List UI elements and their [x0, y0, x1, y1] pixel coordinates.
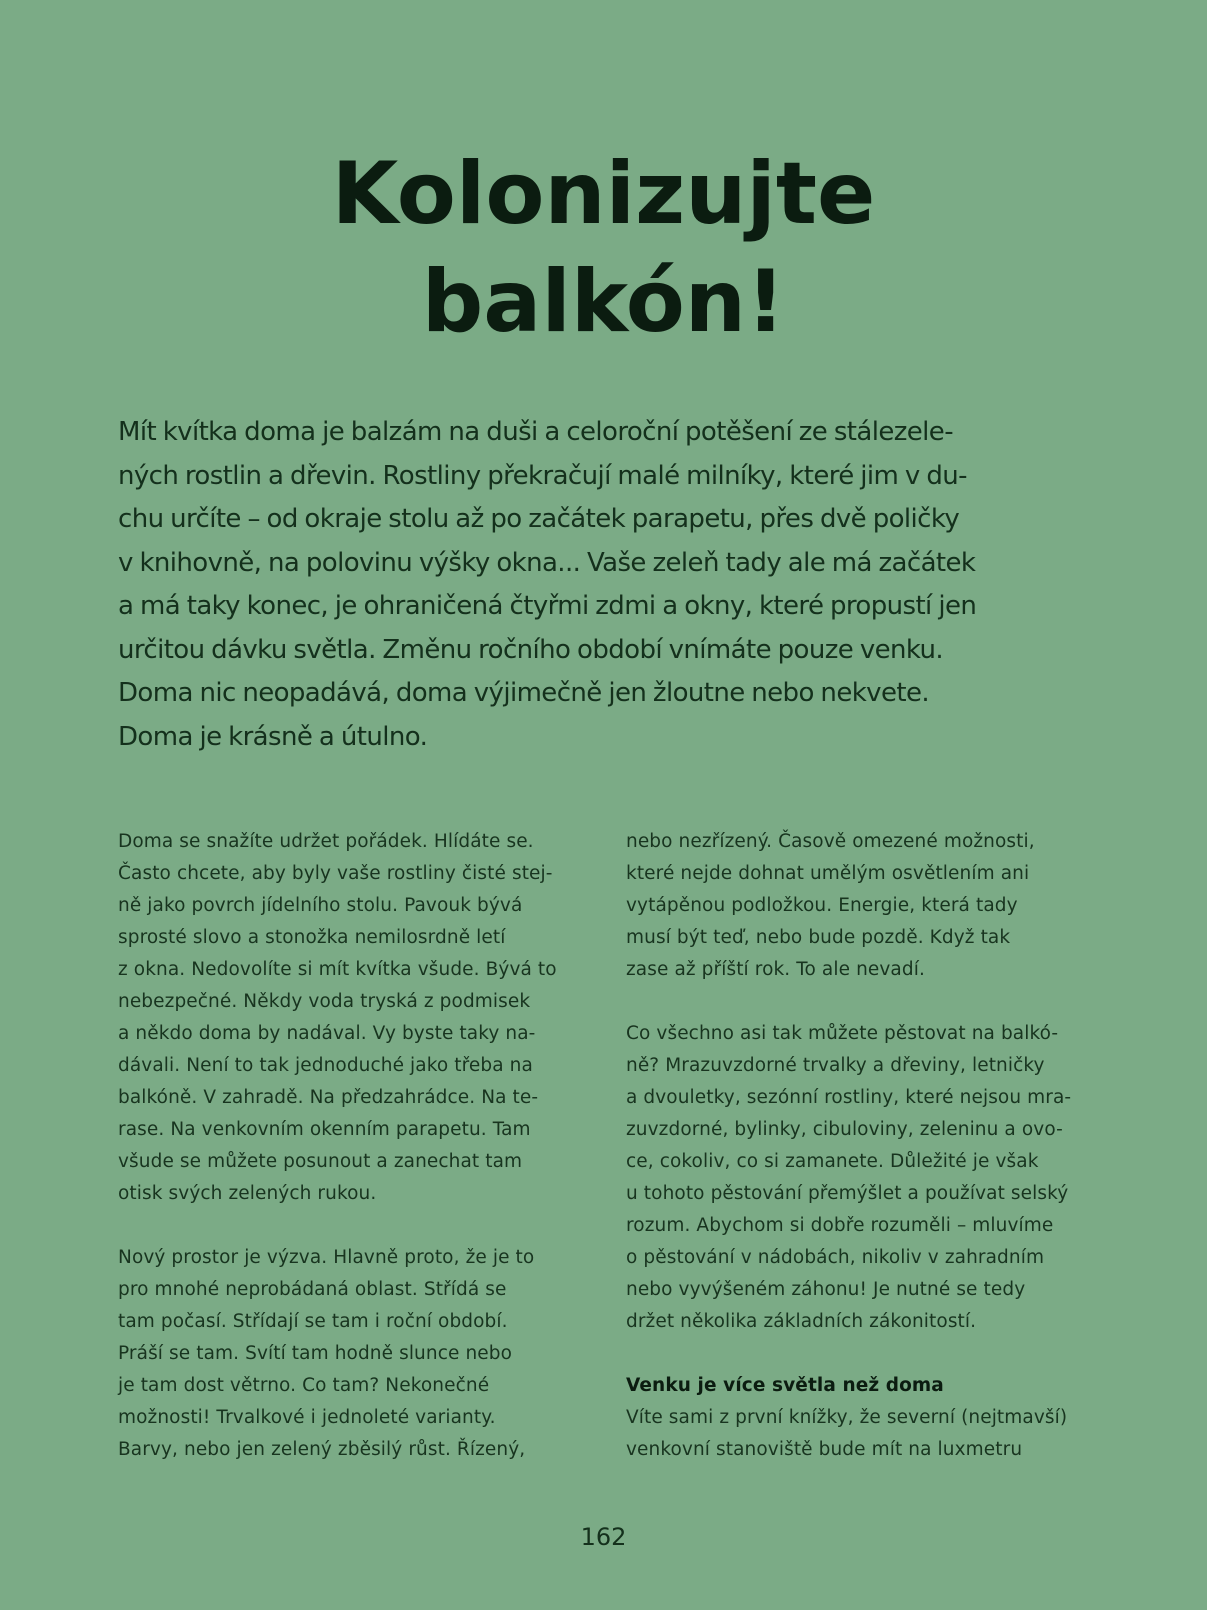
- body-paragraph: [626, 826, 1096, 986]
- body-line: Doma se snažíte udržet pořádek. Hlídáte se.: [118, 831, 534, 852]
- body-line: z okna. Nedovolíte si mít kvítka všude. Bývá to: [118, 959, 557, 980]
- body-line: možnosti! Trvalkové i jednoleté varianty.: [118, 1407, 496, 1428]
- body-line: u tohoto pěstování přemýšlet a používat selský: [626, 1183, 1069, 1204]
- body-line: držet několika základních zákonitostí.: [626, 1311, 977, 1332]
- body-line: ně? Mrazuvzdorné trvalky a dřeviny, letničky: [626, 1055, 1045, 1076]
- body-line: rase. Na venkovním okenním parapetu. Tam: [118, 1119, 531, 1140]
- chapter-title-line: balkón!: [421, 252, 786, 352]
- body-line: pro mnohé neprobádaná oblast. Střídá se: [118, 1279, 507, 1300]
- body-paragraph: [118, 826, 588, 1210]
- body-paragraph: [626, 1018, 1096, 1338]
- body-line: a někdo doma by nadával. Vy byste taky na-: [118, 1023, 536, 1044]
- right-text-column: [626, 826, 1096, 1466]
- lead-line: určitou dávku světla. Změnu ročního období vnímáte pouze venku.: [118, 634, 944, 665]
- body-line: Nový prostor je výzva. Hlavně proto, že je to: [118, 1247, 535, 1268]
- subsection: [626, 1370, 1096, 1466]
- body-line: Často chcete, aby byly vaše rostliny čisté stej-: [118, 863, 553, 884]
- lead-line: Doma je krásně a útulno.: [118, 721, 428, 752]
- body-line: ce, cokoliv, co si zamanete. Důležité je však: [626, 1151, 1039, 1172]
- body-line: je tam dost větrno. Co tam? Nekonečné: [118, 1375, 490, 1396]
- body-line: Víte sami z první knížky, že severní (nejtmavší): [626, 1407, 1068, 1428]
- body-line: otisk svých zelených rukou.: [118, 1183, 377, 1204]
- body-line: tam počasí. Střídají se tam i roční období.: [118, 1311, 508, 1332]
- body-line: dávali. Není to tak jednoduché jako třeba na: [118, 1055, 533, 1076]
- body-line: Práší se tam. Svítí tam hodně slunce nebo: [118, 1343, 513, 1364]
- lead-line: v knihovně, na polovinu výšky okna... Vaše zeleň tady ale má začátek: [118, 547, 976, 578]
- lead-line: a má taky konec, je ohraničená čtyřmi zdmi a okny, které propustí jen: [118, 591, 977, 621]
- body-line: nebezpečné. Někdy voda tryská z podmisek: [118, 991, 531, 1012]
- body-line: rozum. Abychom si dobře rozuměli – mluvíme: [626, 1215, 1054, 1236]
- body-line: nebo nezřízený. Časově omezené možnosti,: [626, 831, 1035, 852]
- body-line: balkóně. V zahradě. Na předzahrádce. Na te-: [118, 1087, 539, 1108]
- body-line: Barvy, nebo jen zelený zběsilý růst. Řízený,: [118, 1439, 526, 1460]
- page-number: 162: [580, 1523, 627, 1551]
- lead-line: Mít kvítka doma je balzám na duši a celoroční potěšení ze stálezele-: [118, 417, 953, 447]
- left-text-column: [118, 826, 588, 1466]
- body-paragraph: [118, 1242, 588, 1466]
- body-line: ně jako povrch jídelního stolu. Pavouk bývá: [118, 895, 523, 916]
- body-line: sprosté slovo a stonožka nemilosrdně letí: [118, 927, 506, 948]
- body-line: venkovní stanoviště bude mít na luxmetru: [626, 1439, 1023, 1460]
- body-line: které nejde dohnat umělým osvětlením ani: [626, 863, 1030, 884]
- body-line: Co všechno asi tak můžete pěstovat na balkó-: [626, 1023, 1059, 1044]
- lead-line: chu určíte – od okraje stolu až po začátek parapetu, přes dvě poličky: [118, 504, 960, 534]
- chapter-title-line: Kolonizujte: [331, 144, 876, 244]
- body-line: nebo vyvýšeném záhonu! Je nutné se tedy: [626, 1279, 1026, 1300]
- lead-paragraph: [118, 411, 1098, 759]
- body-line: zase až příští rok. To ale nevadí.: [626, 959, 925, 980]
- body-line: zuvzdorné, bylinky, cibuloviny, zeleninu a ovo-: [626, 1119, 1063, 1140]
- body-line: a dvouletky, sezónní rostliny, které nejsou mra-: [626, 1087, 1072, 1108]
- lead-line: ných rostlin a dřevin. Rostliny překračují malé milníky, které jim v du-: [118, 460, 967, 491]
- body-line: o pěstování v nádobách, nikoliv v zahradním: [626, 1247, 1045, 1268]
- body-line: vytápěnou podložkou. Energie, která tady: [626, 895, 1018, 916]
- subsection-heading: Venku je více světla než doma: [626, 1375, 944, 1396]
- body-line: musí být teď, nebo bude pozdě. Když tak: [626, 927, 1011, 948]
- body-line: všude se můžete posunout a zanechat tam: [118, 1151, 523, 1172]
- chapter-title: [0, 140, 1207, 356]
- lead-line: Doma nic neopadává, doma výjimečně jen žloutne nebo nekvete.: [118, 678, 930, 708]
